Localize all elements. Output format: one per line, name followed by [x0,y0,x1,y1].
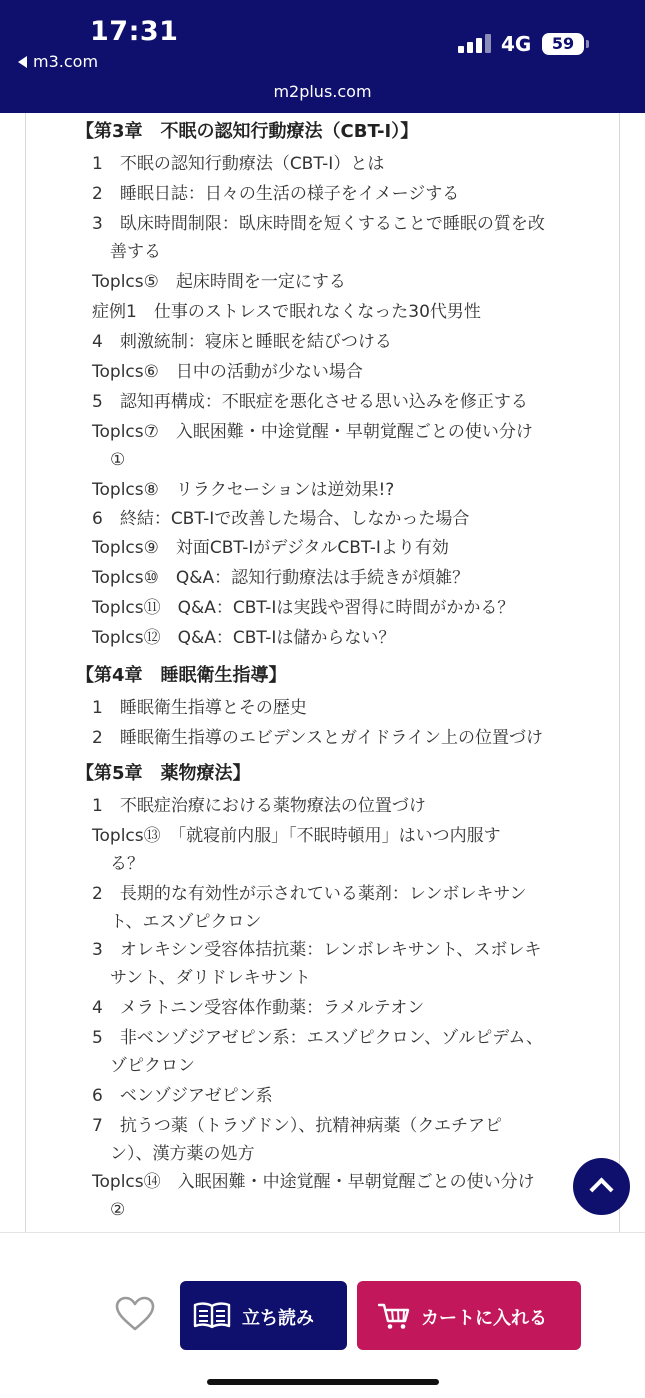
back-to-app-link[interactable] [18,52,98,71]
toc-item-continuation: る？ [110,854,144,874]
chevron-up-icon [589,1177,613,1201]
toc-item: 1 睡眠衛生指導とその歴史 [92,698,307,718]
toc-item: 症例1 仕事のストレスで眠れなくなった30代男性 [92,302,481,322]
address-bar[interactable]: m2plus.com [273,82,372,101]
toc-item: 6 終結：CBT-Iで改善した場合、しなかった場合 [92,509,470,529]
toc-item: 6 ベンゾジアゼピン系 [92,1086,273,1106]
toc-item: 5 認知再構成：不眠症を悪化させる思い込みを修正する [92,392,528,412]
toc-item: 2 睡眠衛生指導のエビデンスとガイドライン上の位置づけ [92,728,543,748]
preview-button[interactable] [180,1281,347,1350]
cart-icon [378,1302,410,1330]
preview-button-label: 立ち読み [242,1308,314,1329]
toc-item: Toplcs⑬ 「就寝前内服」「不眠時頓用」はいつ内服す [92,826,501,846]
toc-item-continuation: ② [110,1200,126,1220]
scroll-to-top-button[interactable] [573,1158,630,1215]
toc-item: 1 不眠の認知行動療法（CBT-I）とは [92,154,385,174]
toc-item: 4 刺激統制：寝床と睡眠を結びつける [92,332,392,352]
bottom-action-bar [0,1232,645,1398]
toc-chapter-heading: 【第5章 薬物療法】 [76,763,251,784]
toc-item: Toplcs⑦ 入眠困難・中途覚醒・早朝覚醒ごとの使い分け [92,422,533,442]
battery-icon: 59 [542,33,584,55]
signal-icon [458,33,492,53]
toc-item-continuation: ン）、漢方薬の処方 [110,1144,255,1164]
book-icon [193,1301,231,1329]
add-to-cart-button[interactable] [357,1281,581,1350]
toc-item-continuation: ゾピクロン [110,1056,195,1076]
home-indicator [207,1379,439,1385]
toc-item: Toplcs⑧ リラクセーションは逆効果!? [92,480,395,500]
back-app-label: m3.com [33,52,99,71]
network-type: 4G [501,32,532,56]
add-to-cart-button-label: カートに入れる [421,1308,547,1329]
toc-item: 3 臥床時間制限：臥床時間を短くすることで睡眠の質を改 [92,214,545,234]
toc-item: Toplcs⑫ Q&A：CBT-Iは儲からない？ [92,628,396,648]
toc-chapter-heading: 【第3章 不眠の認知行動療法（CBT-I）】 [76,121,419,142]
toc-item: 5 非ベンゾジアゼピン系：エスゾピクロン、ゾルピデム、 [92,1028,543,1048]
toc-item: 7 抗うつ薬（トラゾドン）、抗精神病薬（クエチアピ [92,1116,502,1136]
table-of-contents [25,113,620,1233]
toc-item: Toplcs⑨ 対面CBT-IがデジタルCBT-Iより有効 [92,538,449,558]
toc-item: Toplcs⑭ 入眠困難・中途覚醒・早朝覚醒ごとの使い分け [92,1172,535,1192]
toc-item: 2 長期的な有効性が示されている薬剤：レンボレキサン [92,884,527,904]
heart-icon[interactable] [115,1296,155,1332]
back-arrow-icon [18,56,27,68]
toc-item-continuation: 善する [110,242,161,262]
toc-item: Toplcs⑥ 日中の活動が少ない場合 [92,362,363,382]
toc-item-continuation: サント、ダリドレキサント [110,968,311,988]
browser-top-bar [0,0,645,113]
toc-item-continuation: ① [110,450,126,470]
status-time: 17:31 [90,16,179,47]
toc-item: 2 睡眠日誌：日々の生活の様子をイメージする [92,184,460,204]
toc-item-continuation: ト、エスゾピクロン [110,912,262,932]
toc-item: 3 オレキシン受容体拮抗薬：レンボレキサント、スボレキ [92,940,542,960]
toc-item: Toplcs⑩ Q&A：認知行動療法は手続きが煩雑？ [92,568,470,588]
toc-item: Toplcs⑤ 起床時間を一定にする [92,272,346,292]
toc-item: Toplcs⑪ Q&A：CBT-Iは実践や習得に時間がかかる？ [92,598,515,618]
battery-tip [586,40,589,48]
toc-item: 1 不眠症治療における薬物療法の位置づけ [92,796,426,816]
toc-chapter-heading: 【第4章 睡眠衛生指導】 [76,665,287,686]
toc-item: 4 メラトニン受容体作動薬：ラメルテオン [92,998,425,1018]
